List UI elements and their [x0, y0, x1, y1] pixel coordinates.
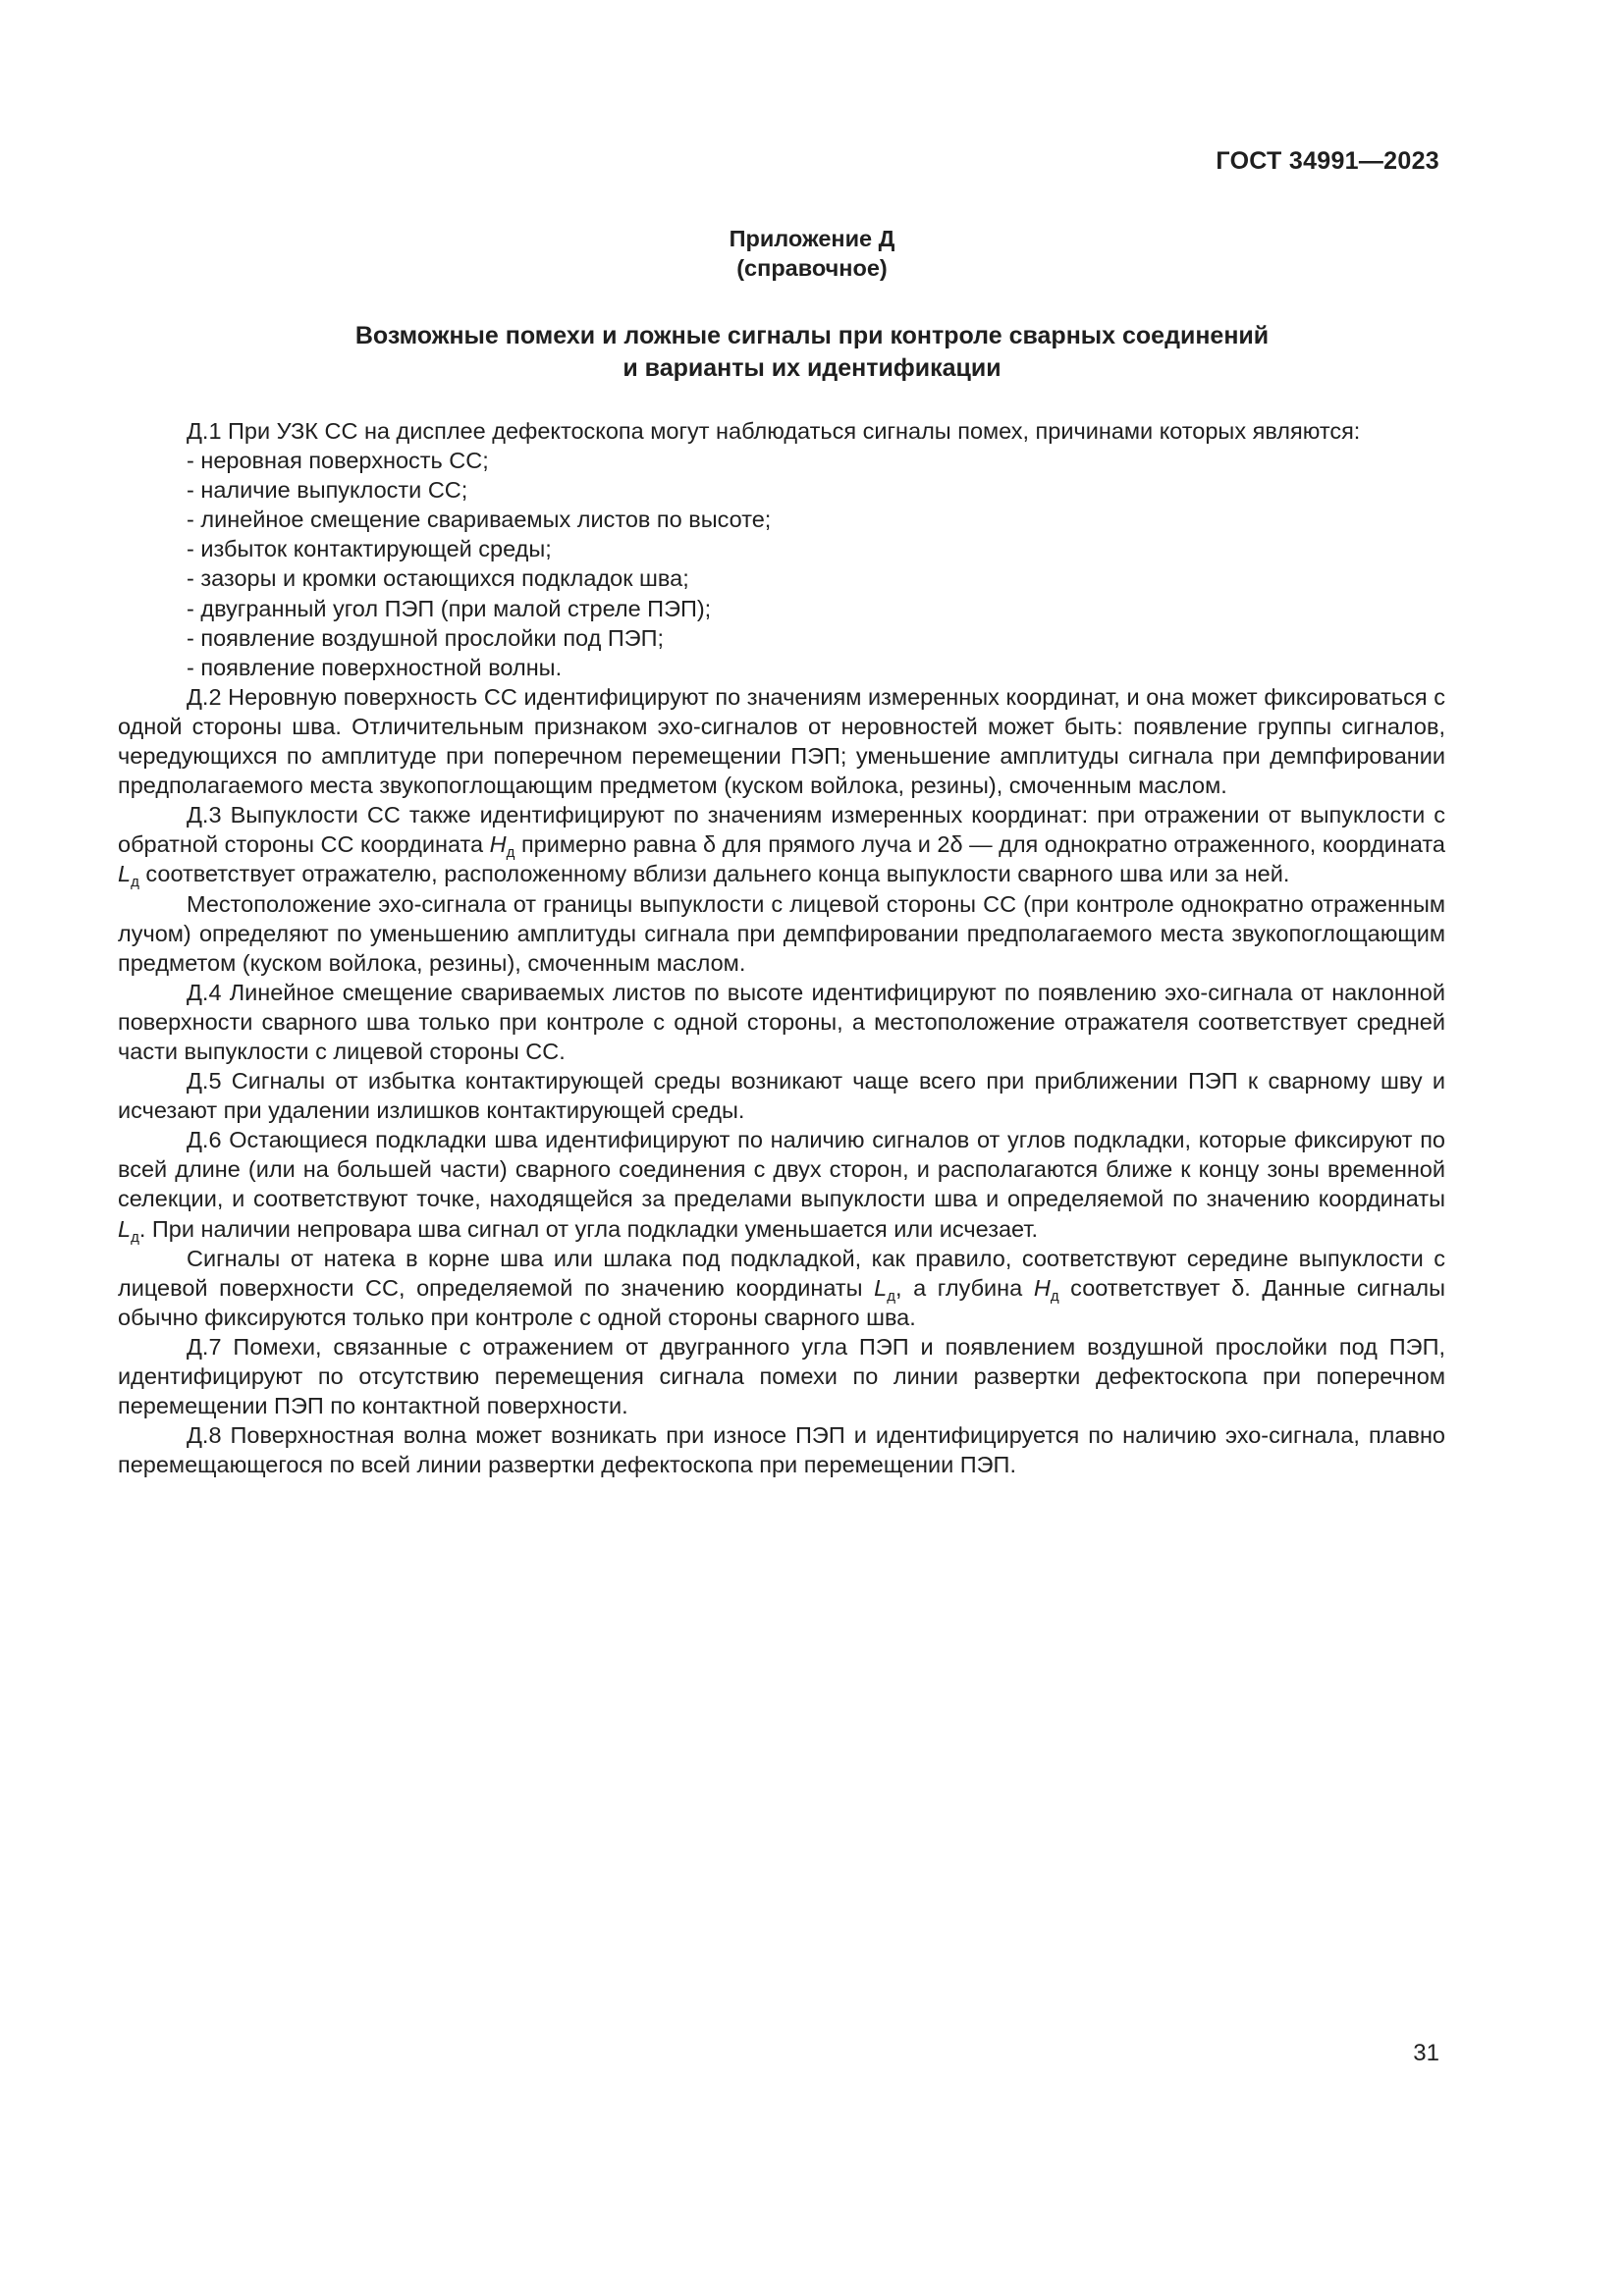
list-item: - наличие выпуклости СС; — [187, 477, 468, 504]
clause-d4: Д.4 Линейное смещение свариваемых листов по высоте идентифицируют по появлению эхо-сигнала от наклонной поверхности сварного шва только при контроле с одной стороны, а местоположение отражателя соответствует средней части выпуклости с лицевой стороны СС. — [118, 979, 1445, 1064]
list-item: - двугранный угол ПЭП (при малой стреле ПЭП); — [187, 595, 712, 621]
clause-text: примерно равна δ для прямого луча и 2δ — для однократно отраженного, координата — [514, 831, 1445, 858]
clause-d6 — [118, 1125, 1445, 1246]
symbol-h: H — [1033, 1274, 1051, 1301]
symbol-subscript: д — [131, 1228, 139, 1246]
symbol-subscript: д — [887, 1287, 896, 1305]
appendix-heading — [0, 224, 1624, 283]
list-item: - появление воздушной прослойки под ПЭП; — [187, 624, 665, 651]
symbol-l: L — [118, 861, 132, 887]
symbol-subscript: д — [506, 844, 515, 862]
clause-d3 — [118, 800, 1445, 891]
section-title-line1: Возможные помехи и ложные сигналы при контроле сварных соединений — [354, 322, 1270, 349]
appendix-title: Приложение Д — [729, 226, 895, 251]
clause-text: соответствует отражателю, расположенному вблизи дальнего конца выпуклости сварного шва или за ней. — [138, 861, 1290, 887]
section-title-line2: и варианты их идентификации — [623, 354, 1001, 382]
clause-text: . При наличии непровара шва сигнал от угла подкладки уменьшается или исчезает. — [138, 1215, 1039, 1242]
symbol-l: L — [118, 1215, 132, 1242]
list-item: - неровная поверхность СС; — [187, 448, 489, 474]
symbol-l: L — [874, 1274, 888, 1301]
clause-d8: Д.8 Поверхностная волна может возникать при износе ПЭП и идентифицируется по наличию эхо-сигнала, плавно перемещающегося по всей линии развертки дефектоскопа при перемещении ПЭП. — [118, 1422, 1445, 1478]
symbol-subscript: д — [131, 874, 139, 891]
clause-d2: Д.2 Неровную поверхность СС идентифицируют по значениям измеренных координат, и она может фиксироваться с одной стороны шва. Отличительным признаком эхо-сигналов от неровностей может быть: появление группы сигналов, чередующихся по амплитуде при поперечном перемещении ПЭП; уменьшение амплитуды сигнала при демпфировании предполагаемого места звукопоглощающим предметом (куском войлока, резины), смоченным маслом. — [118, 683, 1445, 799]
symbol-h: H — [489, 831, 507, 858]
list-item: - зазоры и кромки остающихся подкладок шва; — [187, 565, 689, 592]
clause-d7: Д.7 Помехи, связанные с отражением от двугранного угла ПЭП и появлением воздушной прослойки под ПЭП, идентифицируют по отсутствию перемещения сигнала помехи по линии развертки дефектоскопа при поперечном перемещении ПЭП по контактной поверхности. — [118, 1333, 1445, 1419]
appendix-kind: (справочное) — [736, 255, 888, 281]
document-code: ГОСТ 34991—2023 — [1216, 147, 1439, 175]
list-item: - избыток контактирующей среды; — [187, 536, 552, 562]
list-item: - появление поверхностной волны. — [187, 654, 563, 680]
clause-d6-slag — [118, 1244, 1445, 1332]
clause-text: Д.6 Остающиеся подкладки шва идентифицируют по наличию сигналов от углов подкладки, которые фиксируют по всей длине (или на большей части) сварного соединения с двух сторон, и располагаются ближе к концу зоны временной селекции, и соответствуют точке, находящейся за пределами выпуклости шва и определяемой по значению координаты — [118, 1127, 1445, 1212]
page-number: 31 — [1413, 2040, 1439, 2066]
clause-text: , а глубина — [895, 1274, 1034, 1301]
symbol-subscript: д — [1050, 1287, 1059, 1305]
list-item: - линейное смещение свариваемых листов по высоте; — [187, 507, 772, 533]
clause-d5: Д.5 Сигналы от избытка контактирующей среды возникают чаще всего при приближении ПЭП к сварному шву и исчезают при удалении излишков контактирующей среды. — [118, 1068, 1445, 1124]
section-title — [0, 320, 1624, 385]
clause-d3-location: Местоположение эхо-сигнала от границы выпуклости с лицевой стороны СС (при контроле однократно отраженным лучом) определяют по уменьшению амплитуды сигнала при демпфировании предполагаемого места звукопоглощающим предметом (куском войлока, резины), смоченным маслом. — [118, 890, 1445, 976]
clause-text: Д.3 Выпуклости СС также идентифицируют по значениям измеренных координат: при отражении от выпуклости с обратной стороны СС координата — [118, 802, 1445, 858]
clause-text: Сигналы от натека в корне шва или шлака под подкладкой, как правило, соответствуют середине выпуклости с лицевой поверхности СС, определяемой по значению координаты — [118, 1245, 1445, 1301]
document-body — [118, 416, 1445, 1479]
clause-d1-intro: Д.1 При УЗК СС на дисплее дефектоскопа могут наблюдаться сигналы помех, причинами которых являются: — [187, 418, 1361, 444]
clause-text: соответствует δ. Данные сигналы обычно фиксируются только при контроле с одной стороны сварного шва. — [118, 1274, 1446, 1330]
